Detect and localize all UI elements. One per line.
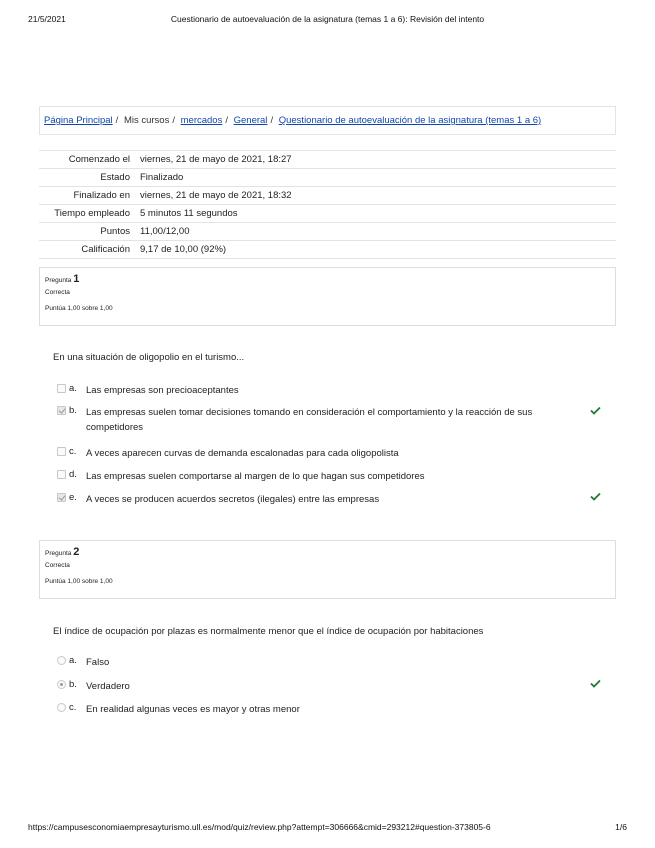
print-header <box>0 14 655 28</box>
breadcrumb-my-courses: Mis cursos <box>123 115 170 126</box>
answer-letter: c. <box>69 702 77 713</box>
summary-row-marks <box>39 223 616 241</box>
question-2-text: El índice de ocupación por plazas es normalmente menor que el índice de ocupación por habitaciones <box>53 626 484 637</box>
summary-row-state <box>39 169 616 187</box>
question-1-info <box>39 267 616 326</box>
print-title: Cuestionario de autoevaluación de la asignatura (temas 1 a 6): Revisión del intento <box>170 14 485 24</box>
question-2-answer-a[interactable] <box>57 655 577 670</box>
print-page-number: 1/6 <box>615 822 627 832</box>
correct-check-icon <box>590 406 601 415</box>
print-footer <box>0 822 655 836</box>
question-grade: Puntúa 1,00 sobre 1,00 <box>45 578 113 585</box>
summary-value: viernes, 21 de mayo de 2021, 18:32 <box>140 190 292 201</box>
answer-letter: b. <box>69 405 77 416</box>
summary-row-started <box>39 151 616 169</box>
summary-row-grade <box>39 241 616 259</box>
answer-letter: c. <box>69 446 77 457</box>
question-number: Pregunta 1 <box>45 273 80 285</box>
print-url: https://campusesconomiaempresayturismo.ull.es/mod/quiz/review.php?attempt=306666&cmid=293212#question-373805-6 <box>28 822 491 832</box>
answer-text: En realidad algunas veces es mayor y otras menor <box>86 704 300 715</box>
answer-checkbox[interactable] <box>57 470 66 479</box>
summary-value: Finalizado <box>140 172 184 183</box>
answer-letter: a. <box>69 383 77 394</box>
question-1-answer-c[interactable] <box>57 446 577 461</box>
summary-label: Calificación <box>81 244 130 255</box>
answer-text: Las empresas son precioaceptantes <box>86 385 239 396</box>
answer-letter: a. <box>69 655 77 666</box>
answer-checkbox[interactable] <box>57 384 66 393</box>
answer-radio[interactable] <box>57 680 66 689</box>
summary-value: viernes, 21 de mayo de 2021, 18:27 <box>140 154 292 165</box>
question-1-answer-d[interactable] <box>57 469 577 484</box>
answer-text: A veces se producen acuerdos secretos (ilegales) entre las empresas <box>86 494 380 505</box>
question-2-answer-c[interactable] <box>57 702 577 717</box>
question-1-text: En una situación de oligopolio en el turismo... <box>53 352 245 363</box>
question-2-info <box>39 540 616 599</box>
answer-text: Falso <box>86 657 110 668</box>
answer-checkbox[interactable] <box>57 493 66 502</box>
summary-value: 11,00/12,00 <box>140 226 190 237</box>
print-date: 21/5/2021 <box>28 14 66 24</box>
question-grade: Puntúa 1,00 sobre 1,00 <box>45 305 113 312</box>
question-state: Correcta <box>45 562 70 569</box>
breadcrumb-section-link[interactable]: General <box>233 115 268 126</box>
summary-value: 9,17 de 10,00 (92%) <box>140 244 227 255</box>
breadcrumb-home-link[interactable]: Página Principal <box>44 115 113 126</box>
breadcrumb: Página Principal / Mis cursos / mercados / General / Questionario de autoevaluación de la asignatura (temas 1 a 6) <box>39 106 616 135</box>
attempt-summary-table <box>39 150 616 259</box>
answer-text: Las empresas suelen comportarse al margen de lo que hagan sus competidores <box>86 471 425 482</box>
breadcrumb-course-link[interactable]: mercados <box>180 115 223 126</box>
summary-label: Estado <box>100 172 130 183</box>
summary-row-time-taken <box>39 205 616 223</box>
summary-value: 5 minutos 11 segundos <box>140 208 238 219</box>
breadcrumb-quiz-link[interactable]: Questionario de autoevaluación de la asignatura (temas 1 a 6) <box>278 115 542 126</box>
correct-check-icon <box>590 679 601 688</box>
answer-checkbox[interactable] <box>57 447 66 456</box>
correct-check-icon <box>590 492 601 501</box>
summary-label: Comenzado el <box>68 154 130 165</box>
answer-text: A veces aparecen curvas de demanda escalonadas para cada oligopolista <box>86 448 399 459</box>
question-state: Correcta <box>45 289 70 296</box>
question-2-answer-b[interactable] <box>57 679 577 694</box>
answer-radio[interactable] <box>57 703 66 712</box>
question-number: Pregunta 2 <box>45 546 80 558</box>
answer-letter: e. <box>69 492 77 503</box>
question-1-answer-b[interactable] <box>57 405 577 435</box>
answer-radio[interactable] <box>57 656 66 665</box>
answer-letter: b. <box>69 679 77 690</box>
summary-label: Finalizado en <box>73 190 130 201</box>
answer-text: Verdadero <box>86 681 130 692</box>
answer-checkbox[interactable] <box>57 406 66 415</box>
summary-label: Tiempo empleado <box>54 208 130 219</box>
summary-label: Puntos <box>100 226 130 237</box>
question-1-answer-a[interactable] <box>57 383 577 398</box>
answer-text: Las empresas suelen tomar decisiones tomando en consideración el comportamiento y la reacción de sus competidores <box>86 407 533 433</box>
question-1-answer-e[interactable] <box>57 492 577 507</box>
answer-letter: d. <box>69 469 77 480</box>
summary-row-finished <box>39 187 616 205</box>
